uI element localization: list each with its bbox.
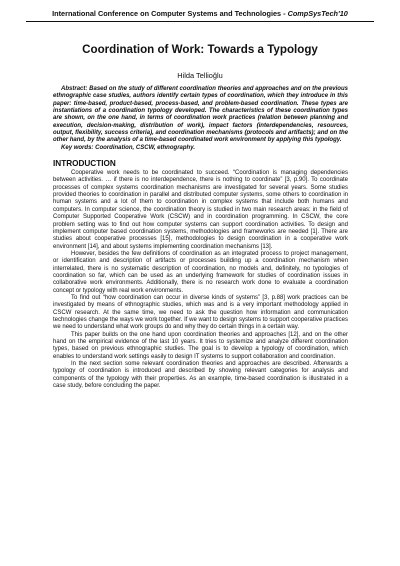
paragraph: However, besides the few definitions of coordination as an integrated process to project management, or identification and description of artifacts or processes building up a coordination mechanism when interrelated, there is no systematic description of coordination, no models and, definitely, no typologies of coordination so far, which can be used as an underlying framework for studies of coordination issues in collaborative work environments. Additionally, there is no research work done to evaluate a coordination concept or typology with real work environments.	[53, 250, 348, 294]
abstract-label: Abstract:	[61, 86, 88, 92]
keywords	[53, 145, 348, 152]
abstract	[53, 86, 348, 145]
header-rule	[26, 21, 374, 22]
paragraph: Cooperative work needs to be coordinated to succeed. “Coordination is managing dependencies between activities. … if there is no interdependence, there is nothing to coordinate” [3, p.90]. To coordinate processes of complex systems coordination mechanisms are investigated for several years. Some studies provided theories to coordination in parallel and distributed computer systems, some others to coordination in human systems and a lot of them to coordination in complex systems that include both humans and computers. In computer science, the coordination theory is studied in two main research areas: in the field of Computer Supported Cooperative Work (CSCW) and in coordination programming. In CSCW, the core problem setting was to find out how computer systems can support coordination activities. To design and implement computer based coordination systems, methodologies and frameworks are needed [1]. There are studies about cooperative processes [15], methodologies to design coordination in a cooperative work environment [14], and about systems implementing coordination mechanisms [13].	[53, 170, 348, 250]
abstract-text: Based on the study of different coordination theories and approaches and on the previous ethnographic case studies, authors identify certain types of coordination, which they introduce in this paper: time-based, product-based, process-based, and problem-based coordination. These types are instantiations of a coordination typology developed. The characteristics of these coordination types are shown, on the one hand, in terms of coordination work practices (relation between planning and execution, decision-making, distribution of work), impact factors (interdependencies, resources, output, flexibility, success criteria), and coordination mechanisms (protocols and artifacts); and on the other hand, by the analysis of a time-based coordinated work environment by applying this typology.	[53, 86, 348, 144]
paper-body	[53, 86, 348, 390]
paper-title: Coordination of Work: Towards a Typology	[82, 43, 318, 56]
section-title-introduction: INTRODUCTION	[53, 159, 116, 169]
paragraph: This paper builds on the one hand upon coordination theories and approaches [12], and on the other hand on the empirical evidence of the last 10 years. It tries to systemize and analyze different coordination types, based on previous ethnographic studies. The goal is to develop a typology of coordination, which enables to understand work settings easily to design IT systems to support collaboration and coordination.	[53, 331, 348, 360]
keywords-label: Key words:	[61, 144, 94, 151]
paragraph: In the next section some relevant coordination theories and approaches are described. Afterwards a typology of coordination is introduced and described by showing relevant categories for analysis and components of the typology with their properties. As an example, time-based coordination is illustrated in a case study, before concluding the paper.	[53, 361, 348, 390]
running-header	[0, 9, 400, 18]
paragraph: To find out “how coordination can occur in diverse kinds of systems” [3, p.88] work practices can be investigated by means of ethnographic studies, which was and is a very important methodology applied in CSCW research. At the same time, we need to ask the question how information and communication technologies change the ways we work together. If we want to design systems to support cooperative practices we need to understand what work groups do and why they do certain things in a certain way.	[53, 294, 348, 331]
keywords-text: Coordination, CSCW, ethnography.	[93, 144, 196, 151]
conference-venue: CompSysTech'10	[287, 9, 348, 18]
paper-author: Hilda Tellioğlu	[177, 71, 223, 80]
conference-name: International Conference on Computer Systems and Technologies -	[52, 9, 288, 18]
